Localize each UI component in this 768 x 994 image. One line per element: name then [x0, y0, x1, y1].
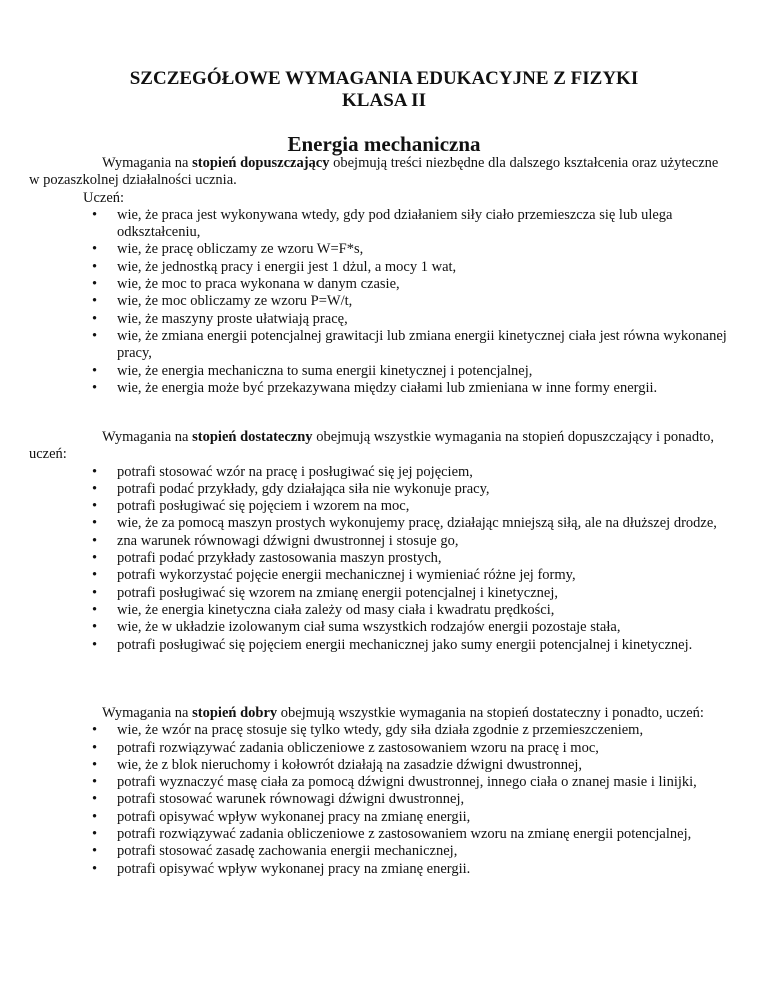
list-item — [29, 774, 729, 791]
list-item-text: wie, że energia mechaniczna to suma energii kinetycznej i potencjalnej, — [117, 362, 533, 379]
list-item — [29, 276, 729, 293]
list-item — [29, 259, 729, 276]
bullet-icon: • — [92, 636, 98, 653]
bullet-icon: • — [92, 498, 98, 515]
list-item — [29, 481, 729, 498]
grade-name: stopień dopuszczający — [192, 155, 330, 171]
bullet-icon: • — [92, 379, 98, 396]
bullet-icon: • — [92, 860, 98, 877]
bullet-icon: • — [92, 791, 98, 808]
list-item — [29, 328, 729, 363]
requirements-section-dostateczny — [29, 429, 729, 654]
bullet-icon: • — [92, 310, 98, 327]
list-item — [29, 637, 729, 654]
list-item — [29, 241, 729, 258]
bullet-icon: • — [92, 722, 98, 739]
list-item-text: potrafi rozwiązywać zadania obliczeniowe z zastosowaniem wzoru na pracę i moc, — [117, 739, 599, 756]
intro-prefix: Wymagania na — [102, 429, 193, 445]
bullet-icon: • — [92, 774, 98, 791]
bullet-icon: • — [92, 362, 98, 379]
bullet-icon: • — [92, 293, 98, 310]
requirements-list — [29, 207, 729, 397]
bullet-icon: • — [92, 463, 98, 480]
bullet-icon: • — [92, 567, 98, 584]
requirements-list — [29, 464, 729, 654]
intro-prefix: Wymagania na — [102, 155, 193, 171]
list-item-text: wie, że w układzie izolowanym ciał suma wszystkich rodzajów energii pozostaje stała, — [117, 619, 621, 636]
intro-suffix: obejmują wszystkie wymagania na stopień dopuszczający i ponadto, uczeń: — [29, 429, 715, 463]
bullet-icon: • — [92, 808, 98, 825]
list-item — [29, 843, 729, 860]
list-item-text: potrafi posługiwać się pojęciem i wzorem na moc, — [117, 498, 410, 515]
list-item-text: potrafi stosować zasadę zachowania energii mechanicznej, — [117, 843, 458, 860]
list-item — [29, 567, 729, 584]
list-item — [29, 311, 729, 328]
list-item-text: wie, że z blok nieruchomy i kołowrót działają na zasadzie dźwigni dwustronnej, — [117, 756, 583, 773]
section-intro — [29, 155, 729, 190]
bullet-icon: • — [92, 532, 98, 549]
list-item-text: potrafi stosować wzór na pracę i posługiwać się jej pojęciem, — [117, 463, 473, 480]
list-item — [29, 826, 729, 843]
bullet-icon: • — [92, 756, 98, 773]
document-title-line-1: SZCZEGÓŁOWE WYMAGANIA EDUKACYJNE Z FIZYKI — [129, 68, 639, 89]
list-item-text: potrafi podać przykłady, gdy działająca siła nie wykonuje pracy, — [117, 480, 490, 497]
bullet-icon: • — [92, 276, 98, 293]
section-heading: Energia mechaniczna — [287, 132, 481, 156]
list-item-text: potrafi rozwiązywać zadania obliczeniowe z zastosowaniem wzoru na zmianę energii potencjalnej, — [117, 826, 692, 843]
bullet-icon: • — [92, 739, 98, 756]
section-intro — [29, 429, 729, 464]
bullet-icon: • — [92, 550, 98, 567]
bullet-icon: • — [92, 619, 98, 636]
bullet-icon: • — [92, 515, 98, 532]
bullet-icon: • — [92, 584, 98, 601]
list-item-text: wie, że za pomocą maszyn prostych wykonujemy pracę, działając mniejszą siłą, ale na dłuższej drodze, — [117, 515, 717, 532]
bullet-icon: • — [92, 480, 98, 497]
list-item — [29, 207, 729, 242]
bullet-icon: • — [92, 206, 98, 223]
list-item — [29, 585, 729, 602]
list-item — [29, 380, 729, 397]
list-item-text: potrafi opisywać wpływ wykonanej pracy na zmianę energii. — [117, 860, 471, 877]
list-item-text: potrafi posługiwać się wzorem na zmianę energii potencjalnej i kinetycznej, — [117, 584, 559, 601]
list-item — [29, 550, 729, 567]
intro-suffix: obejmują treści niezbędne dla dalszego kształcenia oraz użyteczne w pozaszkolnej działalności ucznia. — [29, 155, 719, 189]
list-item — [29, 464, 729, 481]
list-item — [29, 602, 729, 619]
list-item-text: potrafi stosować warunek równowagi dźwigni dwustronnej, — [117, 791, 465, 808]
list-item-text: wie, że praca jest wykonywana wtedy, gdy pod działaniem siły ciało przemieszcza się lub ulega odkształceniu, — [117, 206, 673, 241]
intro-prefix: Wymagania na — [102, 705, 193, 721]
list-item — [29, 861, 729, 878]
bullet-icon: • — [92, 843, 98, 860]
list-item — [29, 515, 729, 532]
student-label: Uczeń: — [83, 189, 125, 206]
grade-name: stopień dostateczny — [192, 429, 313, 445]
list-item-text: wie, że moc obliczamy ze wzoru P=W/t, — [117, 293, 353, 310]
list-item-text: potrafi opisywać wpływ wykonanej pracy na zmianę energii, — [117, 808, 471, 825]
list-item — [29, 791, 729, 808]
requirements-section-dobry — [29, 705, 729, 878]
bullet-icon: • — [92, 601, 98, 618]
list-item-text: potrafi posługiwać się pojęciem energii mechanicznej jako sumy energii potencjalnej i kinetycznej. — [117, 636, 693, 653]
list-item-text: potrafi wyznaczyć masę ciała za pomocą dźwigni dwustronnej, innego ciała o znanej masie i linijki, — [117, 774, 697, 791]
list-item-text: potrafi wykorzystać pojęcie energii mechanicznej i wymieniać różne jej formy, — [117, 567, 576, 584]
list-item-text: wie, że wzór na pracę stosuje się tylko wtedy, gdy siła działa zgodnie z przemieszczeniem, — [117, 722, 644, 739]
list-item — [29, 757, 729, 774]
intro-suffix: obejmują wszystkie wymagania na stopień dostateczny i ponadto, uczeń: — [277, 705, 704, 721]
requirements-section-dopuszczajacy — [29, 155, 729, 397]
list-item-text: zna warunek równowagi dźwigni dwustronnej i stosuje go, — [117, 532, 459, 549]
list-item — [29, 722, 729, 739]
list-item-text: wie, że pracę obliczamy ze wzoru W=F*s, — [117, 241, 364, 258]
list-item — [29, 498, 729, 515]
list-item — [29, 619, 729, 636]
bullet-icon: • — [92, 826, 98, 843]
list-item-text: wie, że moc to praca wykonana w danym czasie, — [117, 276, 400, 293]
list-item — [29, 809, 729, 826]
bullet-icon: • — [92, 327, 98, 344]
document-title-line-2: KLASA II — [342, 90, 426, 111]
requirements-list — [29, 722, 729, 878]
list-item — [29, 293, 729, 310]
list-item — [29, 533, 729, 550]
list-item-text: potrafi podać przykłady zastosowania maszyn prostych, — [117, 550, 442, 567]
list-item-text: wie, że energia może być przekazywana między ciałami lub zmieniana w inne formy energii. — [117, 379, 658, 396]
bullet-icon: • — [92, 258, 98, 275]
list-item-text: wie, że jednostką pracy i energii jest 1 dżul, a mocy 1 wat, — [117, 258, 457, 275]
list-item-text: wie, że maszyny proste ułatwiają pracę, — [117, 310, 348, 327]
bullet-icon: • — [92, 241, 98, 258]
list-item-text: wie, że zmiana energii potencjalnej grawitacji lub zmiana energii kinetycznej ciała jest równa wykonanej pracy, — [117, 327, 727, 362]
grade-name: stopień dobry — [192, 705, 278, 721]
list-item — [29, 363, 729, 380]
list-item — [29, 740, 729, 757]
list-item-text: wie, że energia kinetyczna ciała zależy od masy ciała i kwadratu prędkości, — [117, 601, 555, 618]
section-intro — [29, 705, 729, 722]
